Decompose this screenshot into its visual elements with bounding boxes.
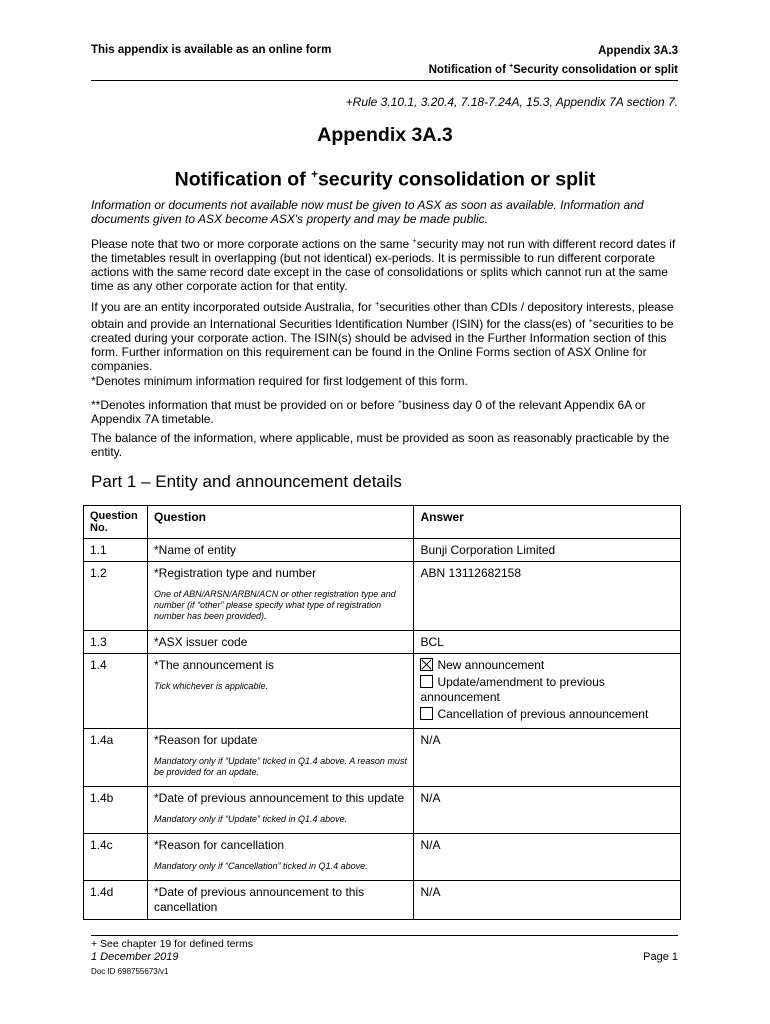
question-text: *Name of entity <box>147 539 413 562</box>
column-header-question-no: Question No. <box>84 506 148 539</box>
question-note: Mandatory only if “Update” ticked in Q1.4 above. <box>153 814 348 824</box>
announcement-type-options <box>414 654 681 729</box>
table-row <box>84 729 681 787</box>
header-online-form-note: This appendix is available as an online form <box>91 44 332 56</box>
option-cancellation[interactable]: Cancellation of previous announcement <box>420 707 674 722</box>
header-appendix-title <box>429 44 678 78</box>
checkbox-empty-icon[interactable] <box>420 675 433 688</box>
question-text: *The announcement is <box>153 658 275 672</box>
option-update-amendment[interactable]: Update/amendment to previous announcement <box>420 675 605 704</box>
column-header-question: Question <box>147 506 413 539</box>
footer-date: 1 December 2019 <box>91 951 179 963</box>
page-subtitle: Notification of +security consolidation or split <box>174 168 596 191</box>
option-new-announcement[interactable]: New announcement <box>420 658 674 673</box>
question-number: 1.4 <box>84 654 148 729</box>
answer-field[interactable]: Bunji Corporation Limited <box>414 539 681 562</box>
question-text: *Date of previous announcement to this update <box>153 791 405 805</box>
intro-italic-paragraph: Information or documents not available now must be given to ASX as soon as available. Information and documents given to ASX become ASX's property and may be made public. <box>91 198 644 226</box>
table-row <box>84 539 681 562</box>
header-divider <box>91 80 678 81</box>
answer-field[interactable]: N/A <box>414 881 681 920</box>
table-row <box>84 562 681 631</box>
header-appendix-number: Appendix 3A.3 <box>598 45 678 57</box>
answer-field[interactable]: ABN 13112682158 <box>414 562 681 631</box>
page-title: Appendix 3A.3 <box>317 124 453 146</box>
checkbox-empty-icon[interactable] <box>420 707 433 720</box>
question-text: *ASX issuer code <box>147 631 413 654</box>
question-note: Mandatory only if “Update” ticked in Q1.4 above. A reason must be provided for an update. <box>153 756 407 777</box>
column-header-answer: Answer <box>414 506 681 539</box>
header-appendix-subtitle: Notification of +Security consolidation or split <box>428 63 678 76</box>
question-text: *Reason for cancellation <box>153 838 285 852</box>
question-note: Tick whichever is applicable. <box>153 681 268 691</box>
table-row <box>84 631 681 654</box>
footer-divider <box>91 935 678 936</box>
question-number: 1.4a <box>84 729 148 787</box>
question-number: 1.3 <box>84 631 148 654</box>
entity-details-table <box>83 505 681 920</box>
answer-field[interactable]: N/A <box>414 834 681 881</box>
footer-page-number: Page 1 <box>643 951 678 963</box>
question-note: One of ABN/ARSN/ARBN/ACN or other registration type and number (if “other” please specify what type of registration number has been provided). <box>153 589 396 621</box>
table-header-row <box>84 506 681 539</box>
question-note: Mandatory only if “Cancellation” ticked in Q1.4 above. <box>153 861 368 871</box>
part1-heading: Part 1 – Entity and announcement details <box>91 472 402 491</box>
question-number: 1.4b <box>84 787 148 834</box>
answer-field[interactable]: BCL <box>414 631 681 654</box>
intro-paragraph-record-dates: Please note that two or more corporate actions on the same +security may not run with different record dates if the timetables result in overlapping (but not identical) ex-periods. It is permissible to run different corporate actions with the same record date except in the case of consolidations or splits which cannot run at the same time as any other corporate action for that entity. <box>91 236 676 293</box>
question-number: 1.1 <box>84 539 148 562</box>
answer-field[interactable]: N/A <box>414 729 681 787</box>
rule-reference: +Rule 3.10.1, 3.20.4, 7.18-7.24A, 15.3, Appendix 7A section 7. <box>345 95 678 109</box>
table-row <box>84 654 681 729</box>
question-text: *Date of previous announcement to this cancellation <box>147 881 413 920</box>
intro-paragraph-balance: The balance of the information, where applicable, must be provided as soon as reasonably practicable by the entity. <box>91 431 670 459</box>
table-row <box>84 787 681 834</box>
table-row <box>84 881 681 920</box>
checkbox-checked-icon[interactable] <box>420 658 433 671</box>
intro-paragraph-isin: If you are an entity incorporated outside Australia, for +securities other than CDIs / depository interests, please obtain and provide an International Securities Identification Number (ISIN) for the class(es) of +securities to be created during your corporate action. The ISIN(s) should be advised in the Further Information section of this form. Further information on this requirement can be found in the Online Forms section of ASX Online for companies. <box>91 299 674 373</box>
question-text: *Reason for update <box>153 733 258 747</box>
intro-paragraph-minimum-info: *Denotes minimum information required for first lodgement of this form. <box>91 374 468 388</box>
question-text: *Registration type and number <box>153 566 317 580</box>
answer-field[interactable]: N/A <box>414 787 681 834</box>
footer-defined-terms-note: + See chapter 19 for defined terms <box>91 938 253 950</box>
footer-doc-id: Doc ID 698755673/v1 <box>91 967 169 976</box>
question-number: 1.2 <box>84 562 148 631</box>
table-row <box>84 834 681 881</box>
intro-paragraph-business-day: **Denotes information that must be provided on or before +business day 0 of the relevant Appendix 6A or Appendix 7A timetable. <box>91 397 646 426</box>
question-number: 1.4d <box>84 881 148 920</box>
question-number: 1.4c <box>84 834 148 881</box>
